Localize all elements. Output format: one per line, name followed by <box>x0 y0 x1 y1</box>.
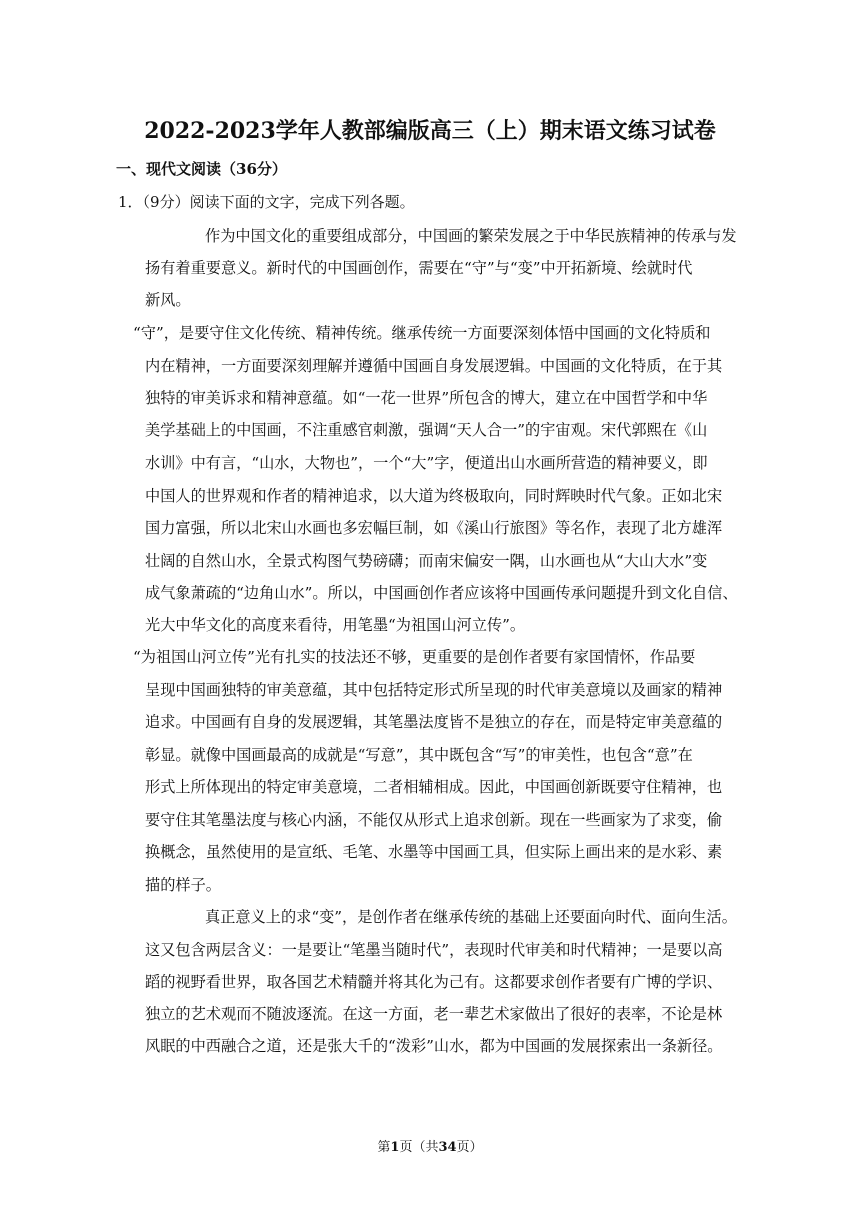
question-stem: 1．（9分）阅读下面的文字，完成下列各题。 <box>118 193 415 211</box>
passage-line: 真正意义上的求“变”，是创作者在继承传统的基础上还要面向时代、面向生活。 <box>205 908 737 926</box>
passage-line: 形式上所体现出的特定审美意境，二者相辅相成。因此，中国画创新既要守住精神，也 <box>145 778 723 796</box>
passage-line: 壮阔的自然山水，全景式构图气势磅礴；而南宋偏安一隅，山水画也从“大山大水”变 <box>145 552 708 570</box>
passage-line: 新风。 <box>145 291 191 309</box>
page-total: 34 <box>438 1140 457 1155</box>
section-heading: 一、现代文阅读（36分） <box>116 160 287 178</box>
passage-line: 中国人的世界观和作者的精神追求，以大道为终极取向，同时辉映时代气象。正如北宋 <box>145 487 723 505</box>
passage-line: 风眠的中西融合之道，还是张大千的“泼彩”山水，都为中国画的发展探索出一条新径。 <box>145 1037 723 1055</box>
passage-line: 追求。中国画有自身的发展逻辑，其笔墨法度皆不是独立的存在，而是特定审美意蕴的 <box>145 713 723 731</box>
footer-middle: 页（共 <box>399 1140 439 1155</box>
passage-line: 这又包含两层含义：一是要让“笔墨当随时代”，表现时代审美和时代精神；一是要以高 <box>145 941 723 959</box>
document-title: 2022-2023学年人教部编版高三（上）期末语文练习试卷 <box>144 118 716 144</box>
passage-line: 彰显。就像中国画最高的成就是“写意”，其中既包含“写”的审美性，也包含“意”在 <box>145 746 693 764</box>
passage-line: 描的样子。 <box>145 876 221 894</box>
page-footer <box>0 1136 860 1155</box>
passage-line: 内在精神，一方面要深刻理解并遵循中国画自身发展逻辑。中国画的文化特质，在于其 <box>145 357 723 375</box>
passage-line: 扬有着重要意义。新时代的中国画创作，需要在“守”与“变”中开拓新境、绘就时代 <box>145 259 693 277</box>
passage-line: 美学基础上的中国画，不注重感官刺激，强调“天人合一”的宇宙观。宋代郭熙在《山 <box>145 421 708 439</box>
page-number: 1 <box>390 1140 400 1155</box>
passage-line: 光大中华文化的高度来看待，用笔墨“为祖国山河立传”。 <box>145 616 526 634</box>
passage-line: 呈现中国画独特的审美意蕴，其中包括特定形式所呈现的时代审美意境以及画家的精神 <box>145 681 723 699</box>
passage-line: 国力富强，所以北宋山水画也多宏幅巨制，如《溪山行旅图》等名作，表现了北方雄浑 <box>145 519 723 537</box>
passage-line: 换概念，虽然使用的是宣纸、毛笔、水墨等中国画工具，但实际上画出来的是水彩、素 <box>145 843 723 861</box>
passage-line: 作为中国文化的重要组成部分，中国画的繁荣发展之于中华民族精神的传承与发 <box>205 227 737 245</box>
passage-line: 独立的艺术观而不随波逐流。在这一方面，老一辈艺术家做出了很好的表率，不论是林 <box>145 1005 723 1023</box>
passage-line: 成气象萧疏的“边角山水”。所以，中国画创作者应该将中国画传承问题提升到文化自信、 <box>145 584 738 602</box>
footer-suffix: 页） <box>456 1140 483 1155</box>
passage-line: 水训》中有言，“山水，大物也”，一个“大”字，便道出山水画所营造的精神要义，即 <box>145 454 708 472</box>
passage-line: “守”，是要守住文化传统、精神传统。继承传统一方面要深刻体悟中国画的文化特质和 <box>133 324 711 342</box>
footer-prefix: 第 <box>377 1140 391 1155</box>
passage-line: 独特的审美诉求和精神意蕴。如“一花一世界”所包含的博大，建立在中国哲学和中华 <box>145 389 708 407</box>
passage-line: 蹈的视野看世界，取各国艺术精髓并将其化为己有。这都要求创作者要有广博的学识、 <box>145 973 723 991</box>
passage-line: 要守住其笔墨法度与核心内涵，不能仅从形式上追求创新。现在一些画家为了求变，偷 <box>145 811 723 829</box>
passage-line: “为祖国山河立传”光有扎实的技法还不够，更重要的是创作者要有家国情怀，作品要 <box>133 648 696 666</box>
